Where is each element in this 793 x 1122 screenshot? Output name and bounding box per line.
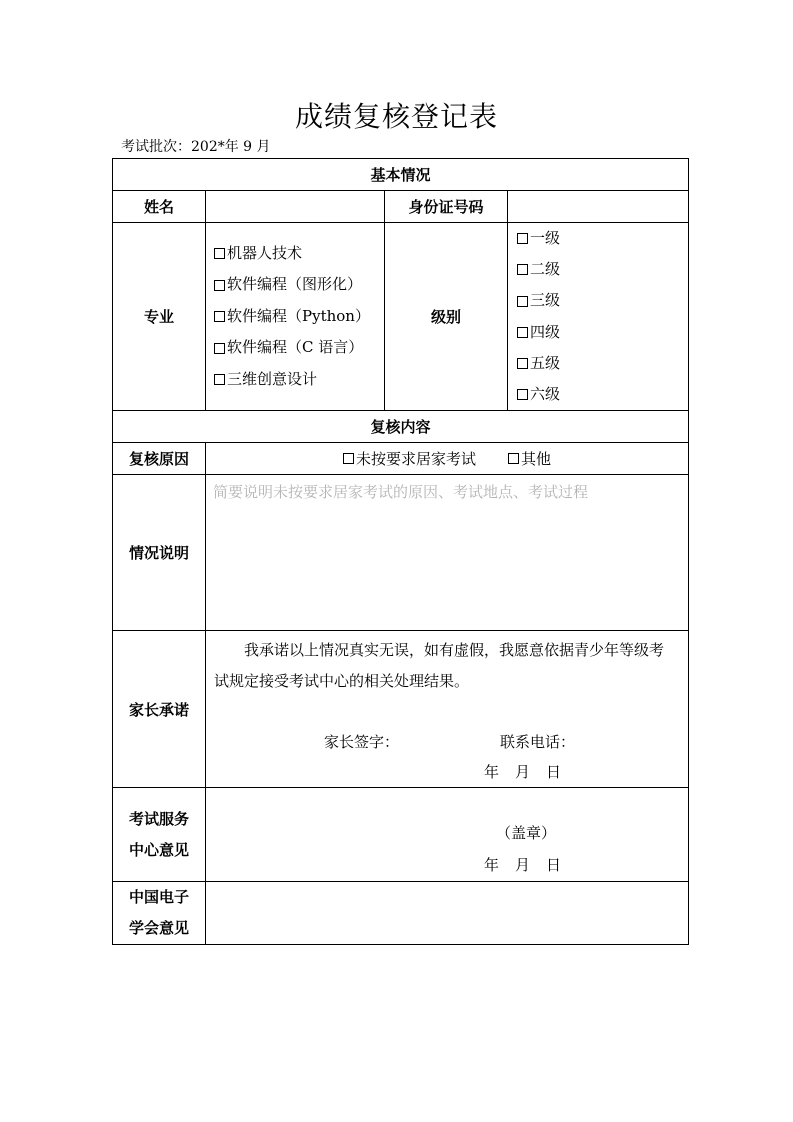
parent-signature-label: 家长签字：	[324, 733, 400, 752]
review-reason-options	[206, 443, 689, 475]
level-option[interactable]: 三级	[517, 285, 688, 316]
reason-option-other[interactable]: 其他	[508, 448, 551, 469]
checkbox-icon[interactable]	[517, 296, 528, 307]
parent-phone-label: 联系电话：	[500, 733, 576, 752]
checkbox-icon[interactable]	[508, 453, 519, 464]
section-review-content: 复核内容	[113, 411, 689, 443]
situation-field[interactable]: 简要说明未按要求居家考试的原因、考试地点、考试过程	[206, 475, 689, 631]
checkbox-icon[interactable]	[517, 233, 528, 244]
promise-date: 年 月 日	[484, 763, 562, 782]
checkbox-icon[interactable]	[214, 343, 225, 354]
review-reason-label: 复核原因	[113, 443, 206, 475]
checkbox-icon[interactable]	[517, 358, 528, 369]
level-label: 级别	[385, 223, 508, 411]
promise-text: 我承诺以上情况真实无误，如有虚假，我愿意依据青少年等级考试规定接受考试中心的相关处理结果。	[214, 641, 665, 691]
service-center-label: 考试服务 中心意见	[113, 788, 206, 882]
checkbox-icon[interactable]	[214, 248, 225, 259]
name-field[interactable]	[206, 191, 385, 223]
parent-promise-label: 家长承诺	[113, 631, 206, 788]
major-option[interactable]: 软件编程（Python）	[214, 301, 384, 333]
level-option[interactable]: 二级	[517, 254, 688, 285]
checkbox-icon[interactable]	[517, 389, 528, 400]
checkbox-icon[interactable]	[517, 327, 528, 338]
major-option[interactable]: 软件编程（图形化）	[214, 269, 384, 301]
seal-label: （盖章）	[496, 824, 557, 843]
major-options	[206, 223, 385, 411]
major-label: 专业	[113, 223, 206, 411]
reason-option-home-exam[interactable]: 未按要求居家考试	[343, 448, 476, 469]
level-option[interactable]: 六级	[517, 379, 688, 410]
level-option[interactable]: 五级	[517, 348, 688, 379]
id-number-label: 身份证号码	[385, 191, 508, 223]
checkbox-icon[interactable]	[214, 311, 225, 322]
checkbox-icon[interactable]	[214, 280, 225, 291]
checkbox-icon[interactable]	[517, 264, 528, 275]
registration-table	[112, 158, 689, 945]
service-center-field[interactable]	[206, 788, 689, 882]
cie-opinion-label: 中国电子 学会意见	[113, 882, 206, 945]
major-option[interactable]: 机器人技术	[214, 238, 384, 270]
cie-opinion-field[interactable]	[206, 882, 689, 945]
major-option[interactable]: 软件编程（C 语言）	[214, 332, 384, 364]
situation-label: 情况说明	[113, 475, 206, 631]
page-title: 成绩复核登记表	[294, 100, 498, 133]
id-number-field[interactable]	[508, 191, 689, 223]
service-date: 年 月 日	[484, 856, 562, 875]
section-basic-info: 基本情况	[113, 159, 689, 191]
checkbox-icon[interactable]	[214, 374, 225, 385]
exam-batch: 考试批次：202*年 9 月	[121, 139, 271, 155]
major-option[interactable]: 三维创意设计	[214, 364, 384, 396]
level-options	[508, 223, 689, 411]
parent-promise-field[interactable]	[206, 631, 689, 788]
checkbox-icon[interactable]	[343, 453, 354, 464]
name-label: 姓名	[113, 191, 206, 223]
level-option[interactable]: 一级	[517, 223, 688, 254]
level-option[interactable]: 四级	[517, 317, 688, 348]
